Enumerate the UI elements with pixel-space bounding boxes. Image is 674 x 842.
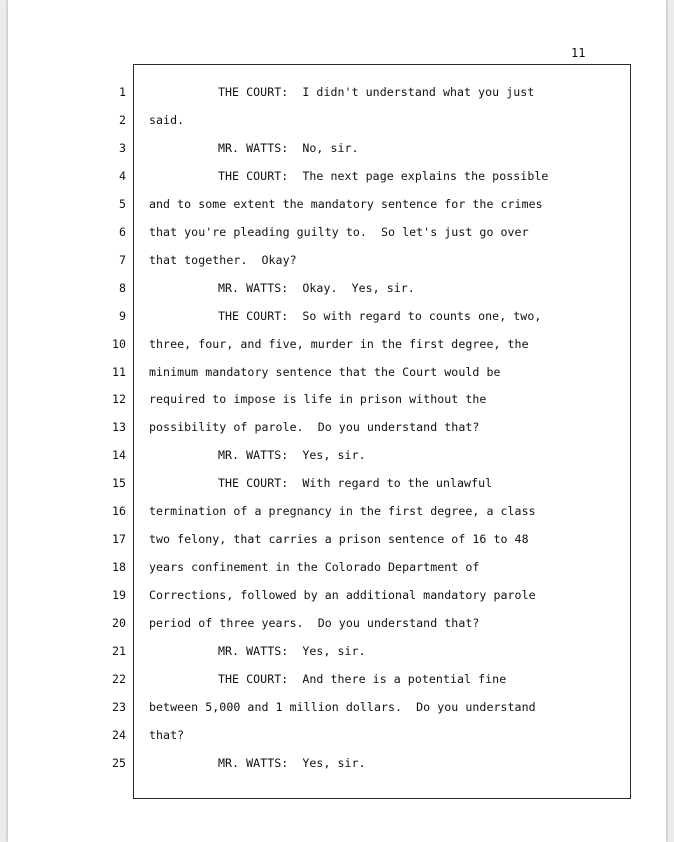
line-number: 3 bbox=[119, 141, 126, 155]
transcript-line: MR. WATTS: Okay. Yes, sir. bbox=[218, 281, 415, 295]
transcript-line: required to impose is life in prison without the bbox=[149, 392, 487, 406]
transcript-line: minimum mandatory sentence that the Court would be bbox=[149, 365, 501, 379]
line-number: 14 bbox=[112, 448, 126, 462]
transcript-line: that together. Okay? bbox=[149, 253, 297, 267]
transcript-line: MR. WATTS: Yes, sir. bbox=[218, 644, 366, 658]
transcript-line: THE COURT: So with regard to counts one, two, bbox=[218, 309, 542, 323]
transcript-line: MR. WATTS: Yes, sir. bbox=[218, 756, 366, 770]
transcript-line: and to some extent the mandatory sentence for the crimes bbox=[149, 197, 543, 211]
line-number: 12 bbox=[112, 392, 126, 406]
line-number: 5 bbox=[119, 197, 126, 211]
transcript-line: possibility of parole. Do you understand that? bbox=[149, 420, 480, 434]
line-number: 22 bbox=[112, 672, 126, 686]
transcript-line: termination of a pregnancy in the first degree, a class bbox=[149, 504, 536, 518]
line-number: 18 bbox=[112, 560, 126, 574]
page-number: 11 bbox=[571, 46, 586, 60]
transcript-line: said. bbox=[149, 113, 185, 127]
transcript-line: THE COURT: The next page explains the possible bbox=[218, 169, 549, 183]
transcript-line: three, four, and five, murder in the first degree, the bbox=[149, 337, 529, 351]
line-number: 16 bbox=[112, 504, 126, 518]
line-number: 19 bbox=[112, 588, 126, 602]
transcript-line: that? bbox=[149, 728, 185, 742]
line-number: 11 bbox=[112, 365, 126, 379]
line-number: 21 bbox=[112, 644, 126, 658]
transcript-line: THE COURT: And there is a potential fine bbox=[218, 672, 507, 686]
transcript-line: between 5,000 and 1 million dollars. Do you understand bbox=[149, 700, 536, 714]
transcript-line: two felony, that carries a prison sentence of 16 to 48 bbox=[149, 532, 529, 546]
transcript-line: years confinement in the Colorado Department of bbox=[149, 560, 480, 574]
line-number: 24 bbox=[112, 728, 126, 742]
transcript-page bbox=[8, 0, 666, 842]
line-number: 1 bbox=[119, 85, 126, 99]
line-number: 25 bbox=[112, 756, 126, 770]
line-number: 17 bbox=[112, 532, 126, 546]
transcript-line: MR. WATTS: No, sir. bbox=[218, 141, 359, 155]
line-number: 9 bbox=[119, 309, 126, 323]
line-number: 7 bbox=[119, 253, 126, 267]
line-number: 4 bbox=[119, 169, 126, 183]
line-number: 6 bbox=[119, 225, 126, 239]
line-number: 20 bbox=[112, 616, 126, 630]
transcript-line: MR. WATTS: Yes, sir. bbox=[218, 448, 366, 462]
line-number: 2 bbox=[119, 113, 126, 127]
line-number: 15 bbox=[112, 476, 126, 490]
transcript-line: that you're pleading guilty to. So let's just go over bbox=[149, 225, 529, 239]
transcript-line: period of three years. Do you understand that? bbox=[149, 616, 480, 630]
line-number: 10 bbox=[112, 337, 126, 351]
transcript-line: THE COURT: I didn't understand what you just bbox=[218, 85, 535, 99]
line-number: 13 bbox=[112, 420, 126, 434]
transcript-line: Corrections, followed by an additional mandatory parole bbox=[149, 588, 536, 602]
transcript-line: THE COURT: With regard to the unlawful bbox=[218, 476, 493, 490]
line-number: 8 bbox=[119, 281, 126, 295]
line-number: 23 bbox=[112, 700, 126, 714]
